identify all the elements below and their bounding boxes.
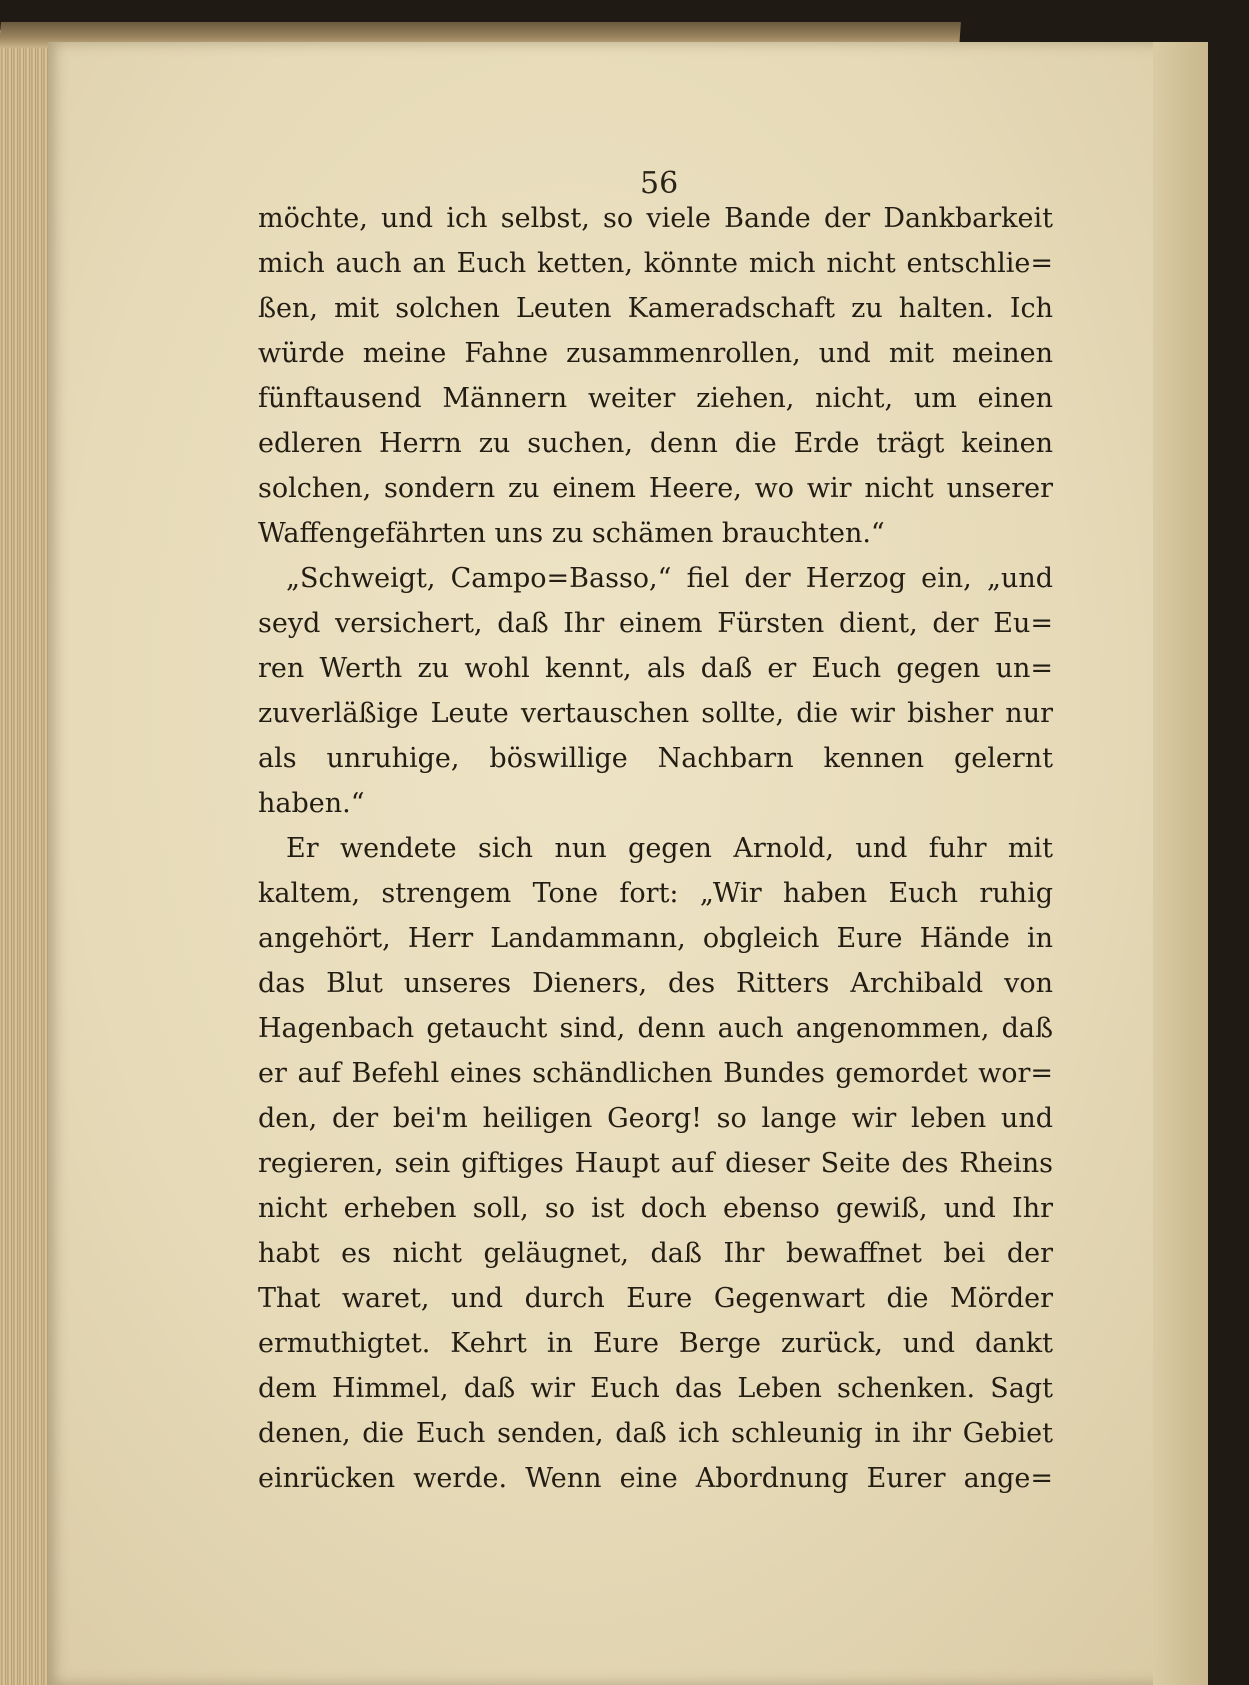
- text-line: ermuthigtet. Kehrt in Eure Berge zurück, und dankt: [258, 1328, 1053, 1359]
- text-line: edleren Herrn zu suchen, denn die Erde trägt keinen: [258, 428, 1053, 459]
- text-line: ßen, mit solchen Leuten Kameradschaft zu halten. Ich: [258, 293, 1053, 324]
- text-line: das Blut unseres Dieners, des Ritters Archibald von: [258, 968, 1053, 999]
- text-line: That waret, und durch Eure Gegenwart die Mörder: [258, 1283, 1053, 1314]
- text-line: ren Werth zu wohl kennt, als daß er Euch gegen un=: [258, 653, 1053, 684]
- text-line: denen, die Euch senden, daß ich schleunig in ihr Gebiet: [258, 1418, 1053, 1449]
- text-line: fünftausend Männern weiter ziehen, nicht, um einen: [258, 383, 1053, 414]
- text-line: er auf Befehl eines schändlichen Bundes gemordet wor=: [258, 1058, 1053, 1089]
- text-line: einrücken werde. Wenn eine Abordnung Eurer ange=: [258, 1463, 1053, 1494]
- text-line: angehört, Herr Landammann, obgleich Eure Hände in: [258, 923, 1053, 954]
- text-line: Waffengefährten uns zu schämen brauchten.“: [258, 518, 885, 549]
- body-text: [258, 196, 1053, 1501]
- text-line: kaltem, strengem Tone fort: „Wir haben Euch ruhig: [258, 878, 1053, 909]
- text-line: dem Himmel, daß wir Euch das Leben schenken. Sagt: [258, 1373, 1053, 1404]
- text-line: würde meine Fahne zusammenrollen, und mit meinen: [258, 338, 1053, 369]
- text-line: Er wendete sich nun gegen Arnold, und fuhr mit: [286, 833, 1053, 864]
- page-right-margin: [1153, 42, 1208, 1685]
- text-line: den, der bei'm heiligen Georg! so lange wir leben und: [258, 1103, 1053, 1134]
- text-line: habt es nicht geläugnet, daß Ihr bewaffnet bei der: [258, 1238, 1053, 1269]
- text-line: zuverläßige Leute vertauschen sollte, die wir bisher nur: [258, 698, 1053, 729]
- text-line: „Schweigt, Campo=Basso,“ fiel der Herzog ein, „und: [286, 563, 1053, 594]
- text-line: solchen, sondern zu einem Heere, wo wir nicht unserer: [258, 473, 1053, 504]
- text-line: als unruhige, böswillige Nachbarn kennen gelernt: [258, 743, 1053, 774]
- text-line: haben.“: [258, 788, 365, 819]
- text-line: seyd versichert, daß Ihr einem Fürsten dient, der Eu=: [258, 608, 1053, 639]
- text-line: Hagenbach getaucht sind, denn auch angenommen, daß: [258, 1013, 1053, 1044]
- text-line: möchte, und ich selbst, so viele Bande der Dankbarkeit: [258, 203, 1053, 234]
- page-number: 56: [640, 166, 679, 201]
- text-line: regieren, sein giftiges Haupt auf dieser Seite des Rheins: [258, 1148, 1053, 1179]
- text-line: nicht erheben soll, so ist doch ebenso gewiß, und Ihr: [258, 1193, 1053, 1224]
- text-line: mich auch an Euch ketten, könnte mich nicht entschlie=: [258, 248, 1053, 279]
